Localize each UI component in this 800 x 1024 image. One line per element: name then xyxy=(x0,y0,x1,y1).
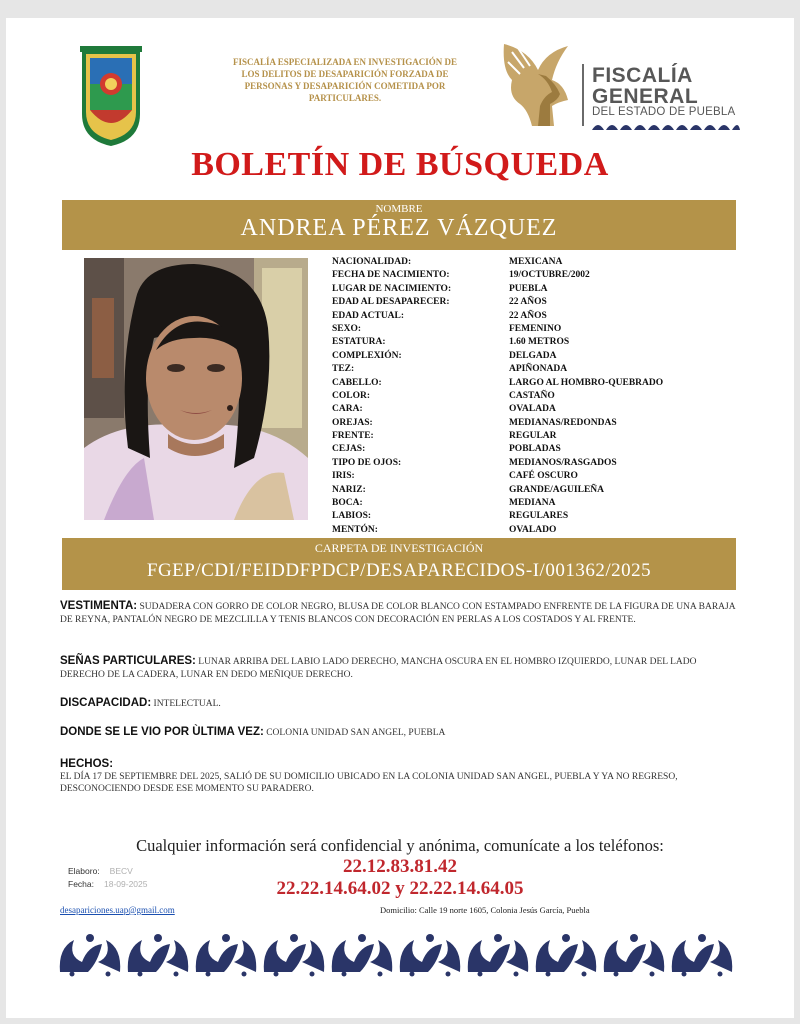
attr-value: OVALADO xyxy=(509,524,557,535)
attr-row xyxy=(332,323,752,336)
attr-row xyxy=(332,350,752,363)
attr-label: NARIZ: xyxy=(332,484,366,495)
attr-label: EDAD ACTUAL: xyxy=(332,310,405,321)
attr-value: CASTAÑO xyxy=(509,390,555,401)
contact-phone-primary[interactable]: 22.12.83.81.42 xyxy=(343,856,457,877)
attr-label: CEJAS: xyxy=(332,444,366,455)
attr-row xyxy=(332,430,752,443)
attr-value: REGULAR xyxy=(509,431,557,442)
facts-label: HECHOS: xyxy=(60,758,114,770)
attr-label: OREJAS: xyxy=(332,417,373,428)
case-file-banner xyxy=(62,538,736,590)
attr-row xyxy=(332,484,752,497)
prepared-by-label: Elaboro: xyxy=(68,866,100,876)
attr-value: 1.60 METROS xyxy=(509,337,570,348)
attr-row xyxy=(332,457,752,470)
case-file-number: FGEP/CDI/FEIDDFPDCP/DESAPARECIDOS-I/001362/2025 xyxy=(146,560,652,581)
attr-label: SEXO: xyxy=(332,323,362,334)
attr-value: CAFÉ OSCURO xyxy=(509,471,578,482)
attr-value: 22 AÑOS xyxy=(509,310,547,321)
prepared-date-label: Fecha: xyxy=(68,879,94,889)
attr-row xyxy=(332,296,752,309)
attr-row xyxy=(332,524,752,537)
missing-person-photo xyxy=(84,258,308,520)
attr-label: COLOR: xyxy=(332,390,370,401)
attr-label: CARA: xyxy=(332,404,363,415)
attr-row xyxy=(332,497,752,510)
distinguishing-marks-label: SEÑAS PARTICULARES: xyxy=(60,655,196,667)
clothing-section xyxy=(60,600,742,626)
prepared-by xyxy=(68,866,133,876)
attr-value: MEDIANAS/REDONDAS xyxy=(509,417,617,428)
attr-label: TIPO DE OJOS: xyxy=(332,457,402,468)
attr-label: FRENTE: xyxy=(332,431,374,442)
attr-row xyxy=(332,403,752,416)
attr-value: PUEBLA xyxy=(509,283,548,294)
last-seen-section xyxy=(60,726,742,740)
attr-row xyxy=(332,256,752,269)
attr-row xyxy=(332,310,752,323)
office-address: Domicilio: Calle 19 norte 1605, Colonia Jesús García, Puebla xyxy=(380,905,590,915)
attr-value: 22 AÑOS xyxy=(509,297,547,308)
last-seen-text: COLONIA UNIDAD SAN ANGEL, PUEBLA xyxy=(266,728,446,738)
facts-text: EL DÍA 17 DE SEPTIEMBRE DEL 2025, SALIÓ DE SU DOMICILIO UBICADO EN LA COLONIA UNIDAD SAN ANGEL, PUEBLA Y YA NO REGRESO, DESCONOCIENDO DESDE ESE MOMENTO SU PARADERO. xyxy=(60,771,678,794)
attr-value: REGULARES xyxy=(509,511,569,522)
attr-label: ESTATURA: xyxy=(332,337,386,348)
attr-row xyxy=(332,269,752,282)
prepared-by-value: BECV xyxy=(109,866,133,876)
attr-value: MEDIANA xyxy=(509,498,556,509)
contact-email-link[interactable]: desapariciones.uap@gmail.com xyxy=(60,905,175,915)
prepared-date xyxy=(68,879,147,889)
attr-value: POBLADAS xyxy=(509,444,561,455)
attr-row xyxy=(332,377,752,390)
attr-row xyxy=(332,336,752,349)
attr-row xyxy=(332,510,752,523)
attr-label: LABIOS: xyxy=(332,511,372,522)
attr-label: NACIONALIDAD: xyxy=(332,257,412,267)
puebla-coat-of-arms-icon xyxy=(76,44,146,148)
attr-value: MEDIANOS/RASGADOS xyxy=(509,457,617,468)
contact-phone-secondary[interactable]: 22.22.14.64.02 y 22.22.14.64.05 xyxy=(276,878,524,899)
attr-row xyxy=(332,417,752,430)
attr-value: OVALADA xyxy=(509,404,556,415)
attr-row xyxy=(332,283,752,296)
attr-value: APIÑONADA xyxy=(509,364,568,375)
attr-value: 19/OCTUBRE/2002 xyxy=(509,270,590,281)
attr-row xyxy=(332,363,752,376)
attr-label: TEZ: xyxy=(332,364,355,375)
facts-section xyxy=(60,758,742,796)
attr-label: COMPLEXIÓN: xyxy=(332,350,402,361)
bulletin-title: BOLETÍN DE BÚSQUEDA xyxy=(191,146,609,183)
disability-section xyxy=(60,697,742,711)
case-file-label: CARPETA DE INVESTIGACIÓN xyxy=(314,541,484,555)
last-seen-label: DONDE SE LE VIO POR ÙLTIMA VEZ: xyxy=(60,726,264,738)
name-label: NOMBRE xyxy=(375,203,423,215)
logo-text-estado: DEL ESTADO DE PUEBLA xyxy=(592,106,736,118)
prepared-date-value: 18-09-2025 xyxy=(104,879,148,889)
logo-text-general: GENERAL xyxy=(592,85,699,108)
attr-value: DELGADA xyxy=(509,350,557,361)
attr-label: EDAD AL DESAPARECER: xyxy=(332,297,450,308)
talavera-pattern-icon xyxy=(58,932,742,978)
logo-text-fiscalia: FISCALÍA xyxy=(592,64,693,87)
physical-attributes-table xyxy=(332,256,752,537)
logo-divider xyxy=(582,64,584,126)
logo-pattern-icon xyxy=(592,120,740,130)
name-banner xyxy=(62,200,736,250)
contact-info-line: Cualquier información será confidencial y anónima, comunícate a los teléfonos: xyxy=(136,836,664,855)
attr-value: GRANDE/AGUILEÑA xyxy=(509,484,605,495)
attr-value: LARGO AL HOMBRO-QUEBRADO xyxy=(509,377,664,388)
attr-label: MENTÓN: xyxy=(332,524,378,535)
attr-row xyxy=(332,470,752,483)
distinguishing-marks-text: LUNAR ARRIBA DEL LABIO LADO DERECHO, MANCHA OSCURA EN EL HOMBRO IZQUIERDO, LUNAR DEL LADO DERECHO DE LA CADERA, LUNAR EN DEDO MEÑIQUE DERECHO. xyxy=(60,657,697,680)
missing-person-name: ANDREA PÉREZ VÁZQUEZ xyxy=(240,215,558,241)
attr-value: MEXICANA xyxy=(509,257,563,267)
attr-row xyxy=(332,390,752,403)
agency-name: FISCALÍA ESPECIALIZADA EN INVESTIGACIÓN DE LOS DELITOS DE DESAPARICIÓN FORZADA DE PERSONAS Y DESAPARICIÓN COMETIDA POR PARTICULARES. xyxy=(232,57,458,103)
attr-row xyxy=(332,443,752,456)
attr-label: CABELLO: xyxy=(332,377,382,388)
clothing-text: SUDADERA CON GORRO DE COLOR NEGRO, BLUSA DE COLOR BLANCO CON ESTAMPADO ENFRENTE DE LA FIGURA DE UNA BARAJA DE REYNA, PANTALÓN NEGRO DE MEZCLILLA Y TENIS BLANCOS CON DECORACIÓN EN PERLAS A LOS COSTADOS Y AL FRENTE. xyxy=(60,602,736,625)
attr-label: IRIS: xyxy=(332,471,355,482)
attr-value: FEMENINO xyxy=(509,323,562,334)
clothing-label: VESTIMENTA: xyxy=(60,600,138,612)
fiscalia-head-logo-icon xyxy=(498,40,578,130)
attr-label: BOCA: xyxy=(332,498,363,509)
distinguishing-marks-section xyxy=(60,655,742,681)
disability-text: INTELECTUAL. xyxy=(153,699,221,709)
attr-label: FECHA DE NACIMIENTO: xyxy=(332,270,450,281)
attr-label: LUGAR DE NACIMIENTO: xyxy=(332,283,452,294)
disability-label: DISCAPACIDAD: xyxy=(60,697,152,709)
